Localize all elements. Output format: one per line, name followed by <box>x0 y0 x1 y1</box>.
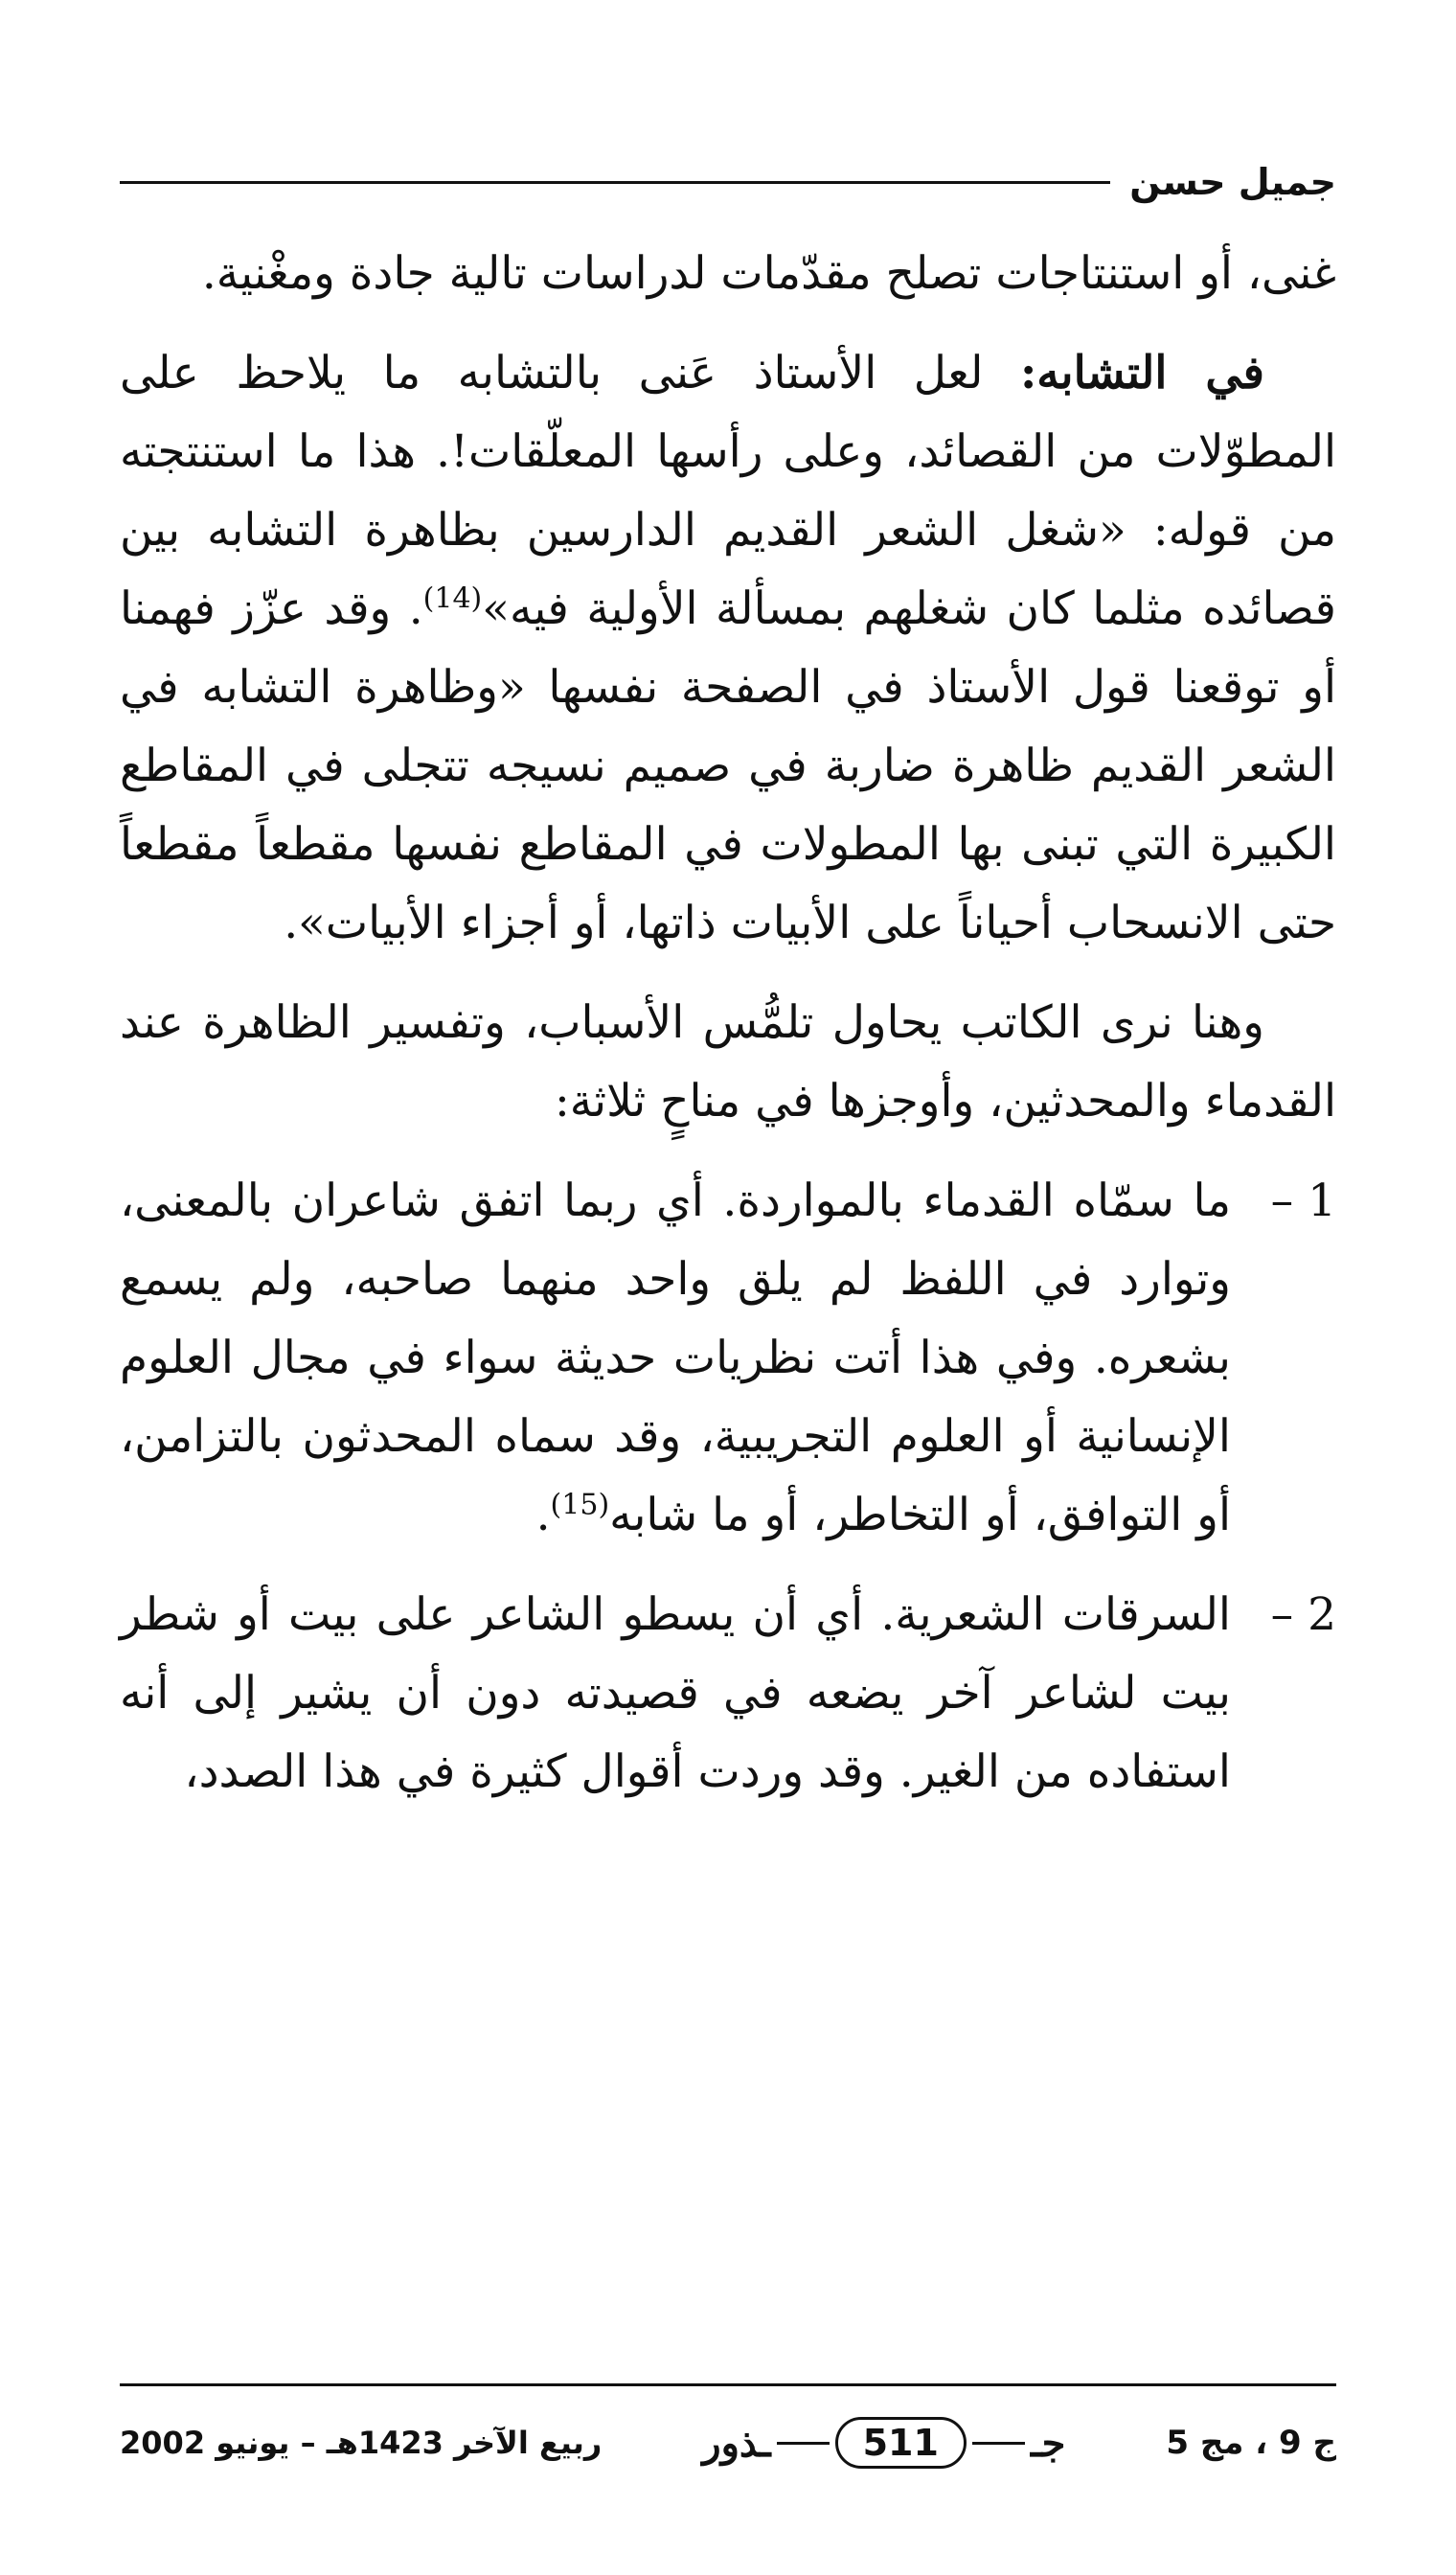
header-rule <box>120 181 1110 184</box>
running-header <box>120 153 1336 211</box>
list-item-1 <box>120 1162 1336 1555</box>
body-text <box>120 235 1336 1833</box>
list-text-1-a: ما سمّاه القدماء بالمواردة. أي ربما اتفق شاعران بالمعنى، وتوارد في اللفظ لم يلق واحد منهما صاحبه، ولم يسمع بشعره. وفي هذا أتت نظريات حديثة سواء في مجال العلوم الإنسانية أو العلوم التجريبية، وقد سماه المحدثون بالتزامن، أو التوافق، أو التخاطر، أو ما شابه <box>120 1174 1231 1541</box>
journal-dash-left <box>777 2442 830 2445</box>
list-text-1 <box>120 1162 1231 1555</box>
footer-rule <box>120 2383 1336 2386</box>
list-number-2: 2 – <box>1270 1588 1336 1641</box>
issue-date: ربيع الآخر 1423هـ – يونيو 2002 <box>120 2425 603 2461</box>
footnote-ref-14: (14) <box>422 581 483 616</box>
journal-dash-right <box>972 2442 1025 2445</box>
paragraph-1: غنى، أو استنتاجات تصلح مقدّمات لدراسات تالية جادة ومغْنية. <box>201 247 1336 300</box>
issue-number: ج 9 ، مج 5 <box>1166 2424 1336 2462</box>
paragraph-3: وهنا نرى الكاتب يحاول تلمُّس الأسباب، وتفسير الظاهرة عند القدماء والمحدثين، وأوجزها في مناحٍ ثلاثة: <box>120 996 1336 1128</box>
footnote-ref-15: (15) <box>550 1488 610 1522</box>
section-term: في التشابه: <box>1019 347 1264 399</box>
journal-suffix: ـذور <box>702 2420 771 2466</box>
list-text-1-b: . <box>535 1489 551 1541</box>
list-text-2: السرقات الشعرية. أي أن يسطو الشاعر على بيت أو شطر بيت لشاعر آخر يضعه في قصيدته دون أن يشير إلى أنه استفاده من الغير. وقد وردت أقوال كثيرة في هذا الصدد، <box>120 1588 1231 1798</box>
paragraph-2-text-a: لعل الأستاذ عَنى بالتشابه ما يلاحظ على المطوّلات من القصائد، وعلى رأسها المعلّقات!. هذا ما استنتجته من قوله: «شغل الشعر القديم الدارسين بظاهرة التشابه بين قصائده مثلما كان شغلهم بمسألة الأولية فيه» <box>120 347 1337 635</box>
list-number-1: 1 – <box>1270 1174 1336 1227</box>
paragraph-2 <box>120 334 1336 963</box>
paragraph-2-text-b: . وقد عزّز فهمنا أو توقعنا قول الأستاذ في الصفحة نفسها «وظاهرة التشابه في الشعر القديم ظاهرة ضاربة في صميم نسيجه تتجلى في المقاطع الكبيرة التي تبنى بها المطولات في المقاطع نفسها مقطعاً مقطعاً حتى الانسحاب أحياناً على الأبيات ذاتها، أو أجزاء الأبيات». <box>120 582 1336 949</box>
page-number: 511 <box>835 2417 967 2469</box>
page-footer <box>120 2400 1336 2486</box>
author-name: جميل حسن <box>1129 161 1336 203</box>
list-item-2 <box>120 1576 1336 1812</box>
journal-prefix: جـ <box>1030 2420 1066 2466</box>
journal-name <box>702 2417 1065 2469</box>
